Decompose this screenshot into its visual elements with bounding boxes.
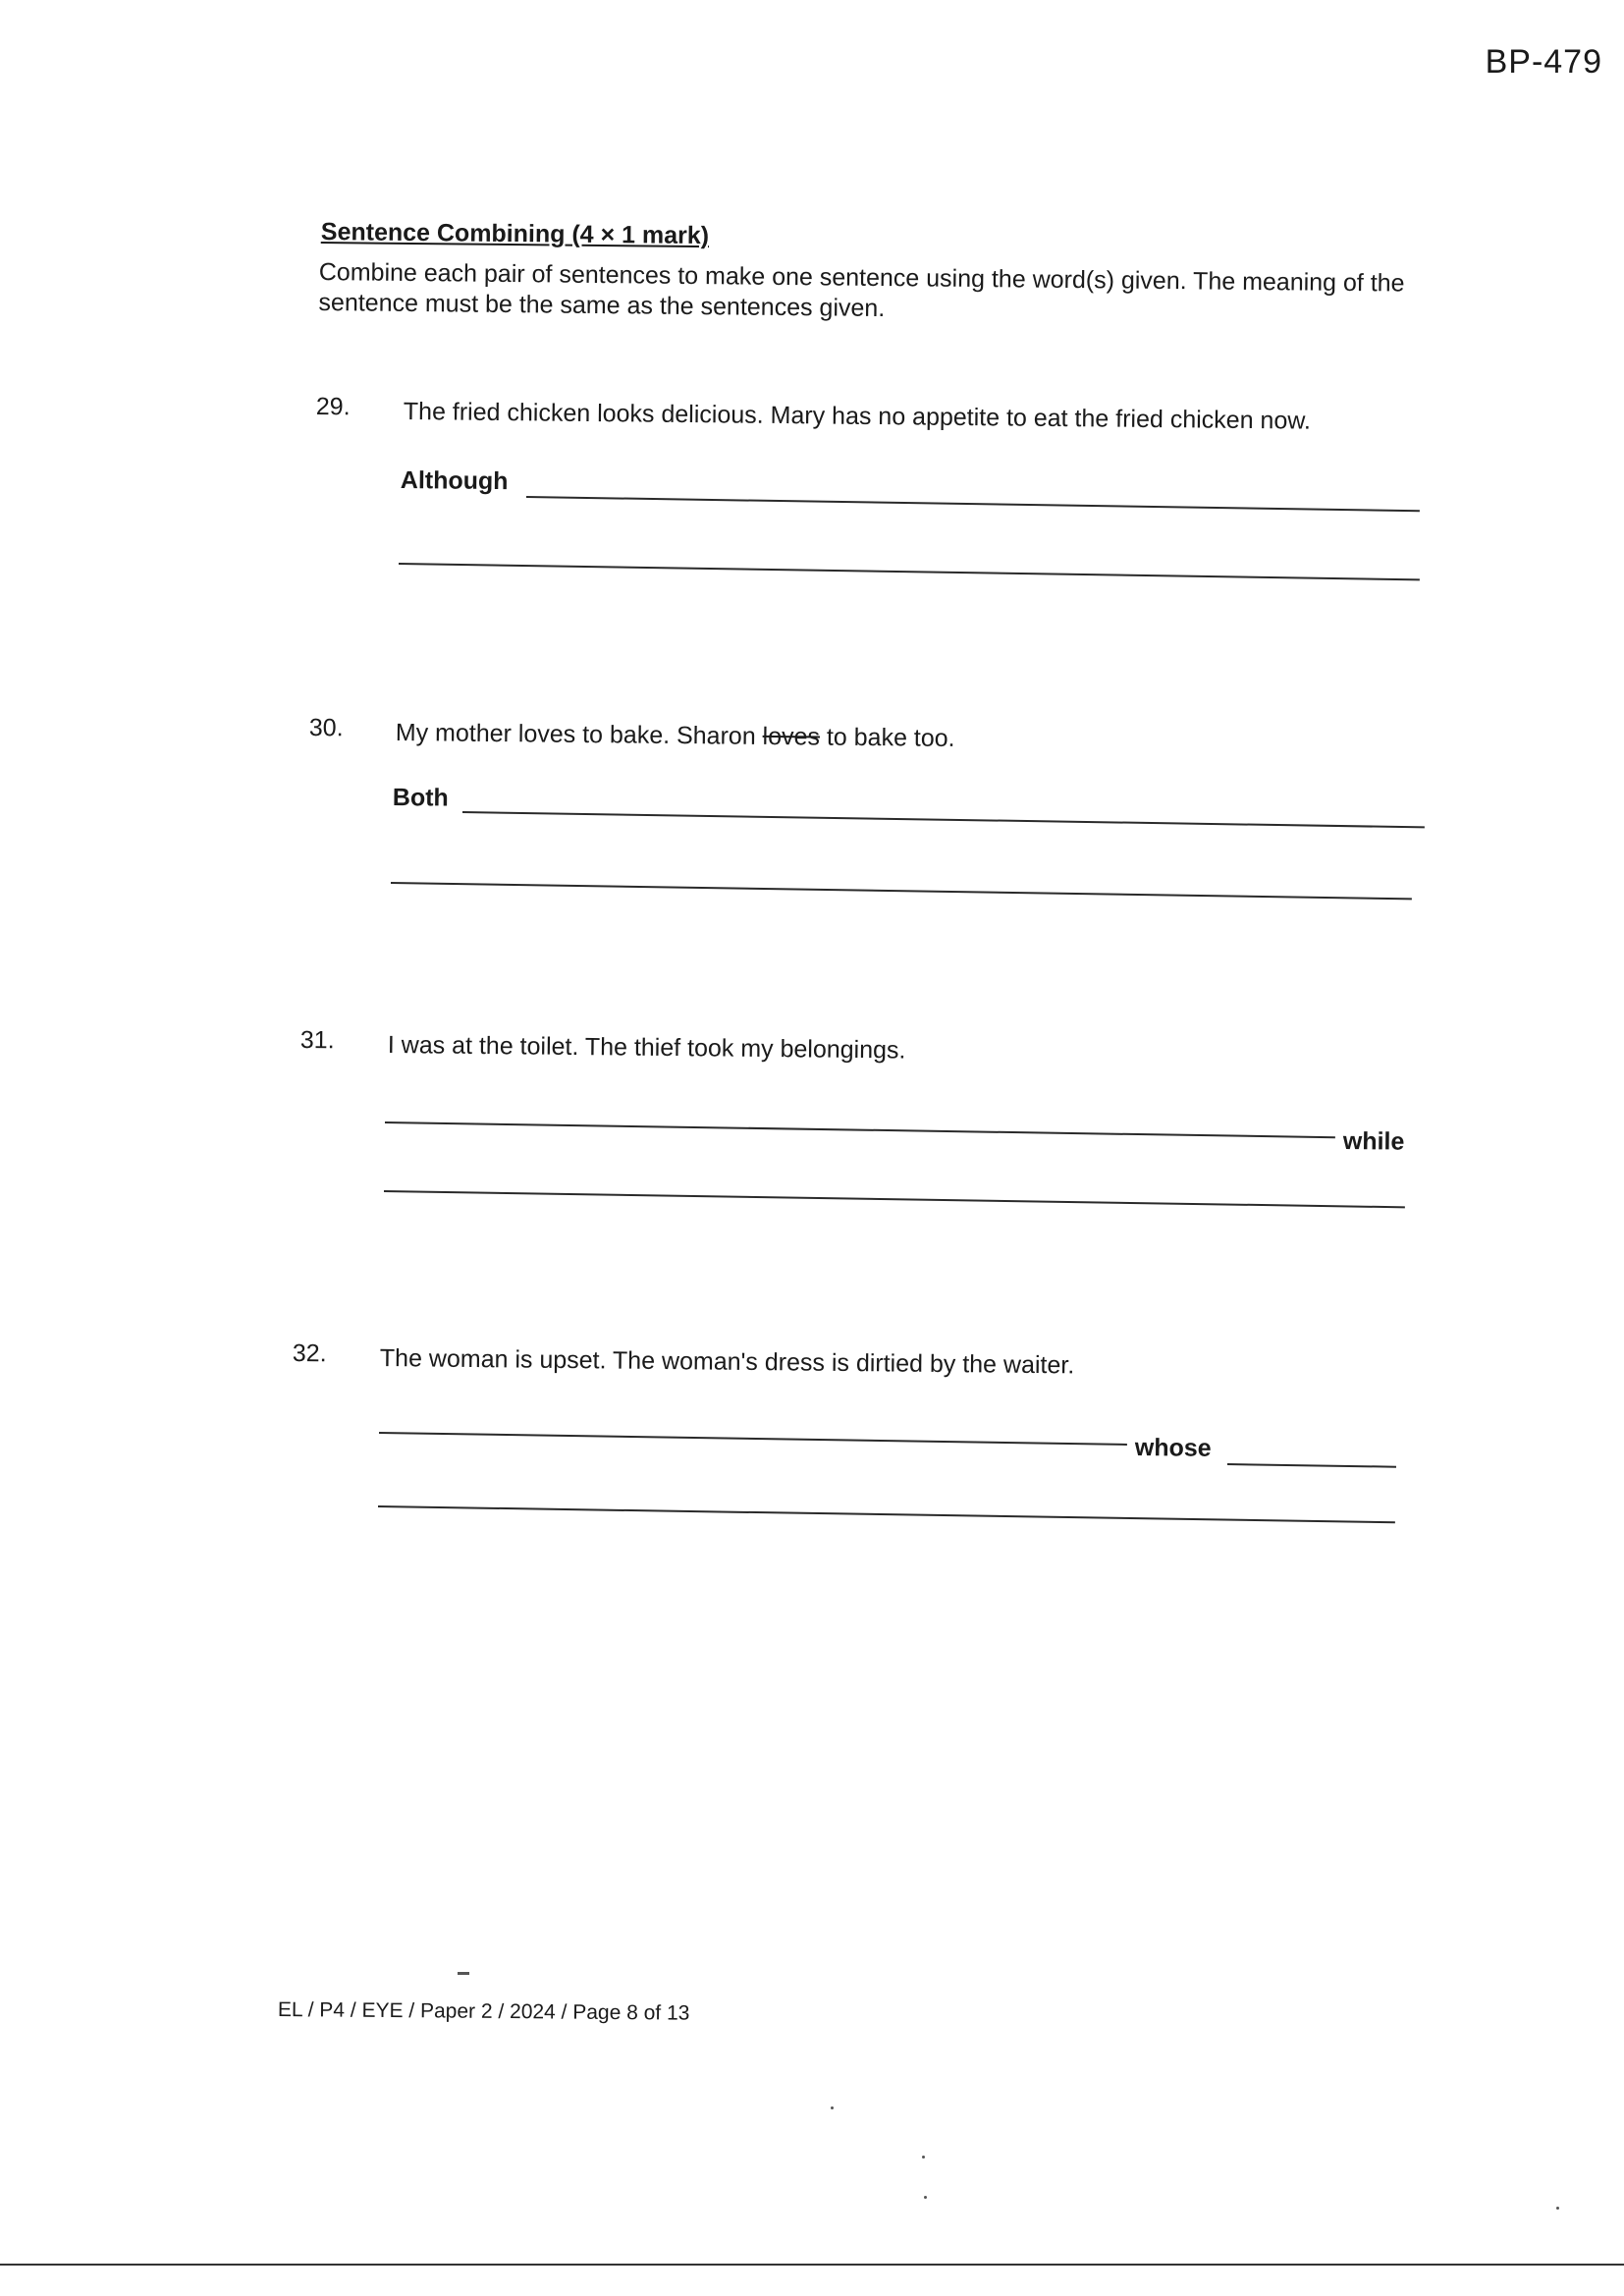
question-text: I was at the toilet. The thief took my belongings.: [387, 1031, 906, 1065]
keyword-both: Both: [392, 784, 449, 812]
section-instructions: Combine each pair of sentences to make one sentence using the word(s) given. The meaning of the sentence must be the same as the sentences given.: [318, 257, 1405, 323]
section-title: Sentence Combining (4 × 1 mark): [320, 218, 710, 250]
keyword-while: while: [1342, 1127, 1405, 1156]
answer-line[interactable]: [379, 1432, 1127, 1446]
question-text: The fried chicken looks delicious. Mary has no appetite to eat the fried chicken now.: [403, 398, 1312, 435]
answer-line[interactable]: [378, 1505, 1395, 1523]
answer-line[interactable]: [384, 1190, 1405, 1208]
scan-speck: [922, 2156, 925, 2159]
scan-speck: [924, 2196, 927, 2199]
question-32: [293, 1339, 327, 1368]
answer-line[interactable]: [462, 811, 1425, 828]
question-number: 31.: [299, 1026, 335, 1055]
question-29: [316, 393, 351, 421]
answer-line[interactable]: [526, 496, 1420, 512]
question-number: 29.: [315, 393, 351, 421]
answer-line[interactable]: [391, 882, 1412, 900]
bottom-rule: [0, 2264, 1624, 2266]
question-text: The woman is upset. The woman's dress is dirtied by the waiter.: [379, 1344, 1075, 1380]
question-text: My mother loves to bake. Sharon loves to bake too.: [395, 719, 955, 752]
answer-line[interactable]: [1227, 1463, 1396, 1468]
keyword-although: Although: [400, 466, 509, 496]
scan-speck: [458, 1972, 469, 1975]
answer-line[interactable]: [385, 1121, 1335, 1138]
question-31: [300, 1026, 335, 1055]
struck-word: loves: [762, 722, 821, 751]
document-code: BP-479: [1485, 43, 1602, 81]
scan-speck: [1556, 2207, 1559, 2210]
answer-line[interactable]: [399, 563, 1420, 580]
scan-speck: [831, 2106, 834, 2109]
keyword-whose: whose: [1134, 1434, 1212, 1462]
page-footer: EL / P4 / EYE / Paper 2 / 2024 / Page 8 of 13: [277, 1998, 690, 2025]
question-number: 30.: [308, 714, 344, 742]
question-30: [309, 714, 344, 742]
question-number: 32.: [292, 1339, 327, 1368]
